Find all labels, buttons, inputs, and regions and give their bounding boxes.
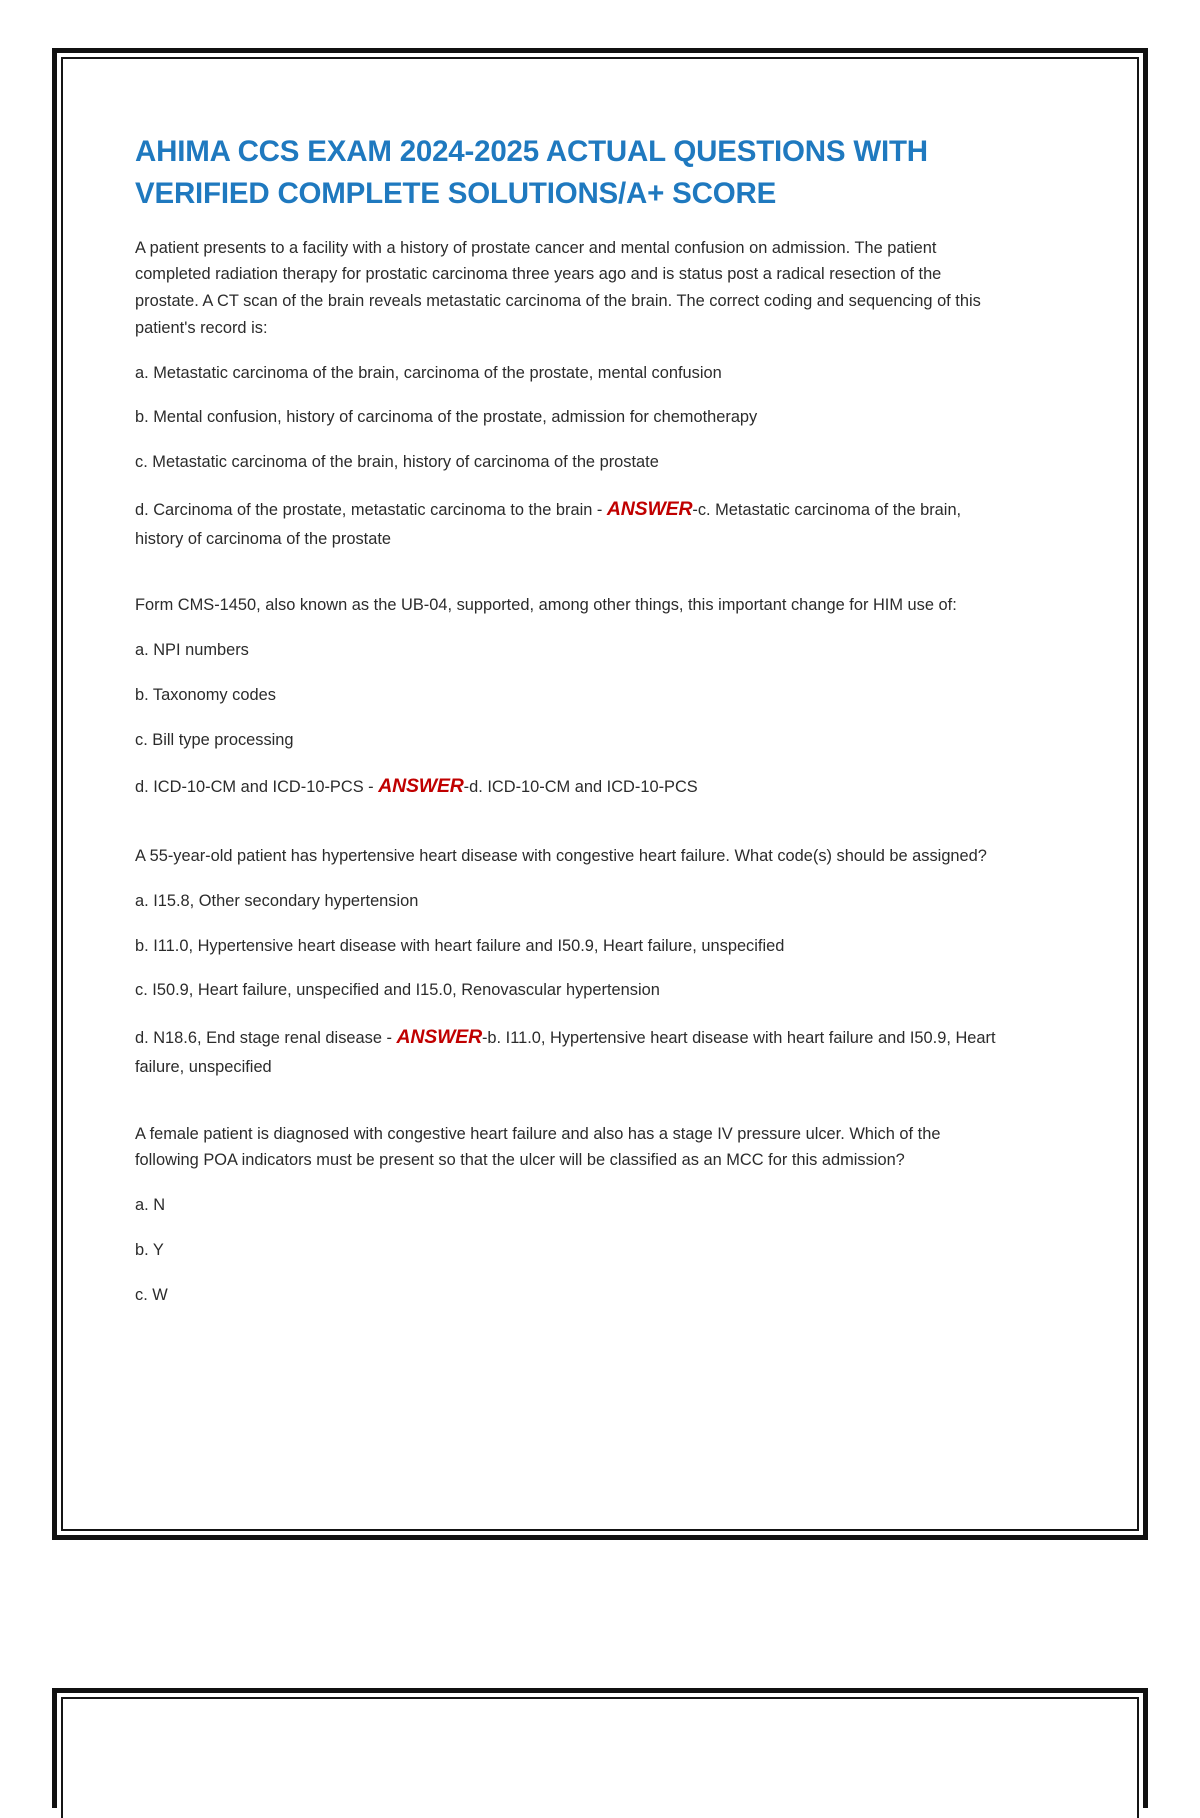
page-inner-border [61, 1697, 1139, 1818]
answer-option: b. Mental confusion, history of carcinoma of the prostate, admission for chemotherapy [135, 408, 758, 427]
page-title: AHIMA CCS EXAM 2024-2025 ACTUAL QUESTIONS WITH VERIFIED COMPLETE SOLUTIONS/A+ SCORE [135, 135, 928, 210]
answer-option: b. I11.0, Hypertensive heart disease with heart failure and I50.9, Heart failure, unspecified [135, 936, 785, 955]
answer-marker-label: ANSWER [396, 1026, 482, 1049]
page-content [135, 131, 1035, 1348]
answer-option: c. Metastatic carcinoma of the brain, history of carcinoma of the prostate [135, 453, 659, 472]
answer-marker-label: ANSWER [606, 497, 693, 520]
answer-solution-text: -c. Metastatic carcinoma of the brain, history of carcinoma of the prostate [135, 500, 962, 548]
answer-solution-text: -d. ICD-10-CM and ICD-10-PCS [463, 778, 698, 797]
answer-option: a. Metastatic carcinoma of the brain, carcinoma of the prostate, mental confusion [135, 363, 722, 382]
answer-option-with-solution [135, 494, 997, 553]
question-block [135, 235, 1035, 553]
document-page-next [52, 1688, 1148, 1808]
answer-marker-label: ANSWER [378, 775, 464, 798]
answer-option: a. NPI numbers [135, 641, 249, 660]
question-block [135, 592, 1035, 803]
answer-solution-text: -b. I11.0, Hypertensive heart disease with heart failure and I50.9, Heart failure, unspecified [135, 1029, 996, 1076]
answer-option-with-solution [135, 771, 997, 803]
question-block [135, 843, 1035, 1080]
answer-option: a. I15.8, Other secondary hypertension [135, 891, 419, 910]
question-stem: Form CMS-1450, also known as the UB-04, supported, among other things, this important change for HIM use of: [135, 596, 957, 615]
answer-option: c. Bill type processing [135, 730, 294, 749]
answer-option-prefix: d. Carcinoma of the prostate, metastatic carcinoma to the brain - [135, 500, 607, 519]
answer-option: a. N [135, 1196, 166, 1215]
answer-option: c. I50.9, Heart failure, unspecified and I15.0, Renovascular hypertension [135, 981, 660, 1000]
answer-option: c. W [135, 1285, 168, 1304]
document-page [52, 48, 1148, 1540]
answer-option: b. Y [135, 1240, 164, 1259]
question-block [135, 1121, 1035, 1309]
answer-option-prefix: d. ICD-10-CM and ICD-10-PCS - [135, 778, 379, 797]
answer-option-with-solution [135, 1022, 997, 1081]
question-stem: A female patient is diagnosed with congestive heart failure and also has a stage IV pressure ulcer. Which of the following POA indicators must be present so that the ulcer will be classified as an MCC for this admission? [135, 1124, 941, 1170]
question-stem: A 55-year-old patient has hypertensive heart disease with congestive heart failure. What code(s) should be assigned? [135, 847, 987, 866]
question-stem: A patient presents to a facility with a history of prostate cancer and mental confusion on admission. The patient completed radiation therapy for prostatic carcinoma three years ago and is status post a radical resection of the prostate. A CT scan of the brain reveals metastatic carcinoma of the brain. The correct coding and sequencing of this patient's record is: [135, 238, 981, 337]
answer-option: b. Taxonomy codes [135, 685, 276, 704]
answer-option-prefix: d. N18.6, End stage renal disease - [135, 1029, 397, 1048]
